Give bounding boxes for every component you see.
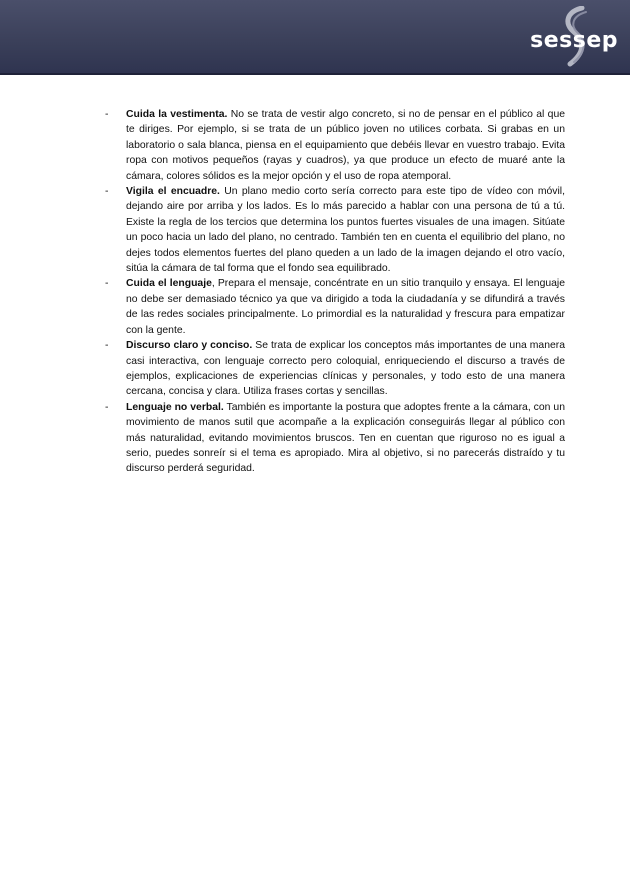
- list-dash: -: [105, 340, 109, 352]
- item-heading: Cuida el lenguaje: [126, 278, 212, 290]
- list-dash: -: [105, 186, 109, 198]
- item-text: Un plano medio corto sería correcto para este tipo de vídeo con móvil, dejando aire por arriba y los lados. Es lo más parecido a hablar con una persona de tú a tú. Existe la regla de los tercios que determina los puntos fuertes visuales de una imagen. Sitúate un poco hacia un lado del plano, no centrado. También ten en cuenta el equilibrio del plano, no dejes todos elementos fuertes del plano queden a un lado de la imagen dejando el otro vacío, sitúa la cámara de tal forma que el fondo sea equilibrado.: [126, 186, 565, 275]
- item-text: No se trata de vestir algo concreto, si no de pensar en el público al que te diriges. Por ejemplo, si se trata de un público joven no utilices corbata. Si grabas en un laboratorio o sala blanca, piensa en el equipamiento que debéis llevar en vuestro trabajo. Evita ropa con motivos pequeños (rayas y cuadros), ya que produce un efecto de muaré ante la cámara, colores sólidos es la mejor opción y el uso de ropa atemporal.: [126, 109, 566, 182]
- item-text: También es importante la postura que adoptes frente a la cámara, con un movimiento de manos sutil que acompañe a la explicación conseguirás llegar al público con más naturalidad, evitando movimientos bruscos. Ten en cuentan que riguroso no es igual a serio, puedes sonreír si el tema es apropiado. Mira al objetivo, si no parecerás distraído y tu discurso perderá seguridad.: [126, 401, 565, 475]
- item-heading: Discurso claro y conciso.: [126, 340, 253, 352]
- item-text: Se trata de explicar los conceptos más importantes de una manera casi interactiva, con lenguaje correcto pero coloquial, enriqueciendo el discurso a través de ejemplos, explicaciones de experiencias clínicas y personales, y todo esto de una manera cercana, concisa y clara. Utiliza frases cortas y sencillas.: [126, 340, 566, 398]
- list-dash: -: [105, 401, 109, 413]
- item-text: , Prepara el mensaje, concéntrate en un sitio tranquilo y ensaya. El lenguaje no debe ser demasiado técnico ya que va dirigido a toda la ciudadanía y se difundirá a través de las redes sociales principalmente. Lo primordial es la naturalidad y frescura para empatizar con la gente.: [126, 278, 565, 336]
- item-heading: Lenguaje no verbal.: [126, 401, 224, 413]
- list-dash: -: [105, 109, 109, 120]
- sessep-logo: [528, 6, 618, 66]
- list-item: [105, 276, 565, 338]
- list-item: [105, 338, 565, 400]
- tips-list: [105, 107, 565, 477]
- item-heading: Vigila el encuadre.: [126, 186, 220, 198]
- tips-content: [105, 107, 565, 477]
- list-item: [105, 107, 565, 184]
- item-heading: Cuida la vestimenta.: [126, 109, 228, 120]
- logo-text: sessep: [530, 28, 618, 53]
- page-header: [0, 0, 630, 75]
- list-dash: -: [105, 278, 109, 290]
- list-item: [105, 184, 565, 276]
- list-item: [105, 400, 565, 477]
